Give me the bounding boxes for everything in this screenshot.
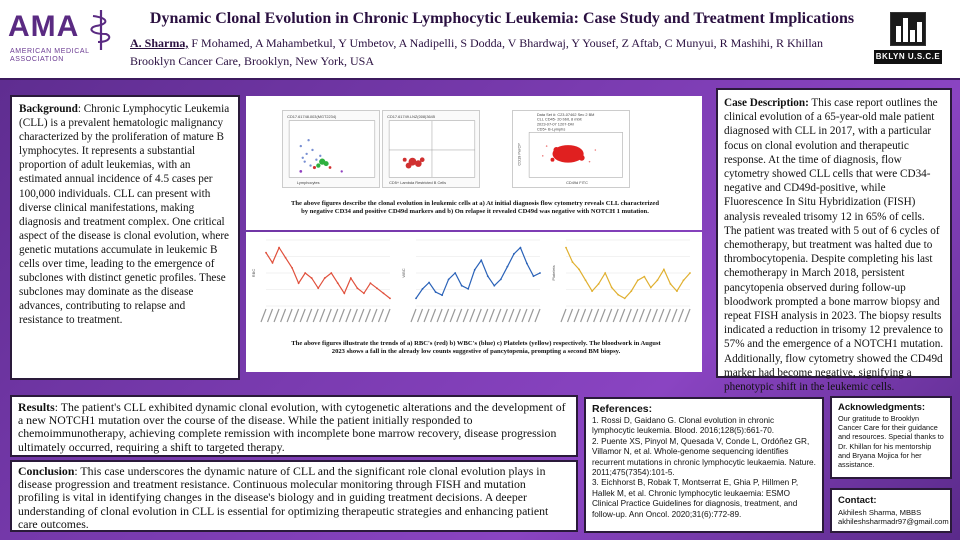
ama-logo-letters: AMA [8, 10, 80, 43]
ama-logo-subtitle: AMERICAN MEDICAL ASSOCIATION [10, 48, 90, 63]
chart-data-point [624, 297, 626, 299]
chart-data-point [272, 262, 274, 264]
chart-x-tick [581, 309, 586, 322]
chart-ylabel: Platelets [551, 265, 556, 281]
chart-data-point [585, 279, 587, 281]
chart-x-tick [574, 309, 579, 322]
references-heading: References: [592, 403, 653, 415]
chart-x-tick [509, 309, 514, 322]
chart-data-point [389, 297, 391, 299]
chart-data-point [565, 247, 567, 249]
chart-data-point [533, 275, 535, 277]
chart-data-point [324, 277, 326, 279]
chart-x-tick [528, 309, 533, 322]
chart-x-tick [515, 309, 520, 322]
flow-plot-c-ylabel: CD19 PerCP [516, 143, 522, 166]
contact-section [830, 488, 952, 533]
flow-plot-c-header-3: 2023-07-07 1207-DM [536, 121, 574, 127]
chart-data-point [493, 285, 495, 287]
chart-data-point [370, 282, 372, 284]
chart-x-tick [287, 309, 292, 322]
ama-logo [8, 8, 120, 68]
chart-data-point [454, 272, 456, 274]
chart-data-point [650, 287, 652, 289]
chart-data-point [474, 269, 476, 271]
chart-x-tick [600, 309, 605, 322]
flow-plot-b-title: CD17.61749.LNZ(008)3645 [387, 113, 435, 119]
chart-data-point [539, 272, 541, 274]
platelet-trend-chart [550, 232, 696, 336]
chart-data-point [278, 247, 280, 249]
chart-x-tick [522, 309, 527, 322]
chart-data-point [656, 279, 658, 281]
chart-data-point [578, 268, 580, 270]
chart-data-point [637, 279, 639, 281]
chart-x-tick [300, 309, 305, 322]
chart-x-tick [372, 309, 377, 322]
chart-data-point [467, 288, 469, 290]
chart-data-point [330, 272, 332, 274]
results-heading: Results [18, 400, 55, 414]
chart-ylabel: RBC [251, 268, 256, 278]
chart-x-tick [274, 309, 279, 322]
chart-data-point [604, 272, 606, 274]
background-text: : Chronic Lymphocytic Leukemia (CLL) is a prevalent hematologic malignancy characterized by the proliferation of mature B lymphocytes. It represents a substantial proportion of adult leukemias, with an estimated annual incidence of 4.5 cases per 100,000 individuals. CLL can present with diverse clinical manifestations, making diagnosis and treatment complex. One critical aspect of the disease is clonal evolution, where genetic mutations accumulate in leukemic B cells over time, leading to the emergence of subclones with distinct genetic profiles. These subclones may dominate as the disease advances, contributing to relapse and resistance to treatment. [19, 103, 230, 327]
trend-figure-caption: The above figures illustrate the trends of a) RBC's (red) b) WBC's (blue) c) Platelets (yellow) respectively. The bloodwork in August 2023 shows a fall in the already low counts suggestive of pancytopenia, prompting a second BM biopsy. [291, 340, 661, 355]
background-section [10, 95, 240, 380]
chart-data-point [630, 290, 632, 292]
chart-data-point [663, 268, 665, 270]
flow-plot-a-title: CD17.61748.003(MGT2234) [287, 113, 337, 119]
chart-x-tick [450, 309, 455, 322]
chart-data-point [428, 282, 430, 284]
chart-data-point [343, 292, 345, 294]
conclusion-heading: Conclusion [18, 464, 75, 478]
chart-x-tick [339, 309, 344, 322]
chart-data-point [670, 283, 672, 285]
flow-plot-b-xlabel: CD5+ Lambda Restricted B Cells [389, 180, 447, 186]
chart-data-point [572, 261, 574, 263]
chart-data-point [304, 272, 306, 274]
chart-data-point [383, 292, 385, 294]
chart-x-tick [418, 309, 423, 322]
skyline-icon [890, 12, 926, 46]
chart-data-point [676, 290, 678, 292]
chart-data-point [500, 278, 502, 280]
chart-x-tick [568, 309, 573, 322]
co-authors: F Mohamed, A Mahambetkul, Y Umbetov, A Nadipelli, S Dodda, V Bhardwaj, Y Yousef, Z Aftab, C Munyui, R Mashihi, R Khillan [188, 36, 823, 50]
acknowledgments-section [830, 396, 952, 479]
chart-x-tick [313, 309, 318, 322]
chart-x-tick [496, 309, 501, 322]
flow-figure-caption: The above figures describe the clonal evolution in leukemic cells at a) At initial diagnosis flow cytometry reveals CLL characterized by negative CD34 and positive CD49d markers and b) On relapse it revealed CD49d was negative with NOTCH 1 mutation. [290, 200, 660, 215]
chart-data-point [526, 263, 528, 265]
chart-x-tick [620, 309, 625, 322]
chart-data-point [448, 278, 450, 280]
author-list [130, 36, 870, 51]
chart-x-tick [587, 309, 592, 322]
flow-cytometry-plot-c [512, 110, 630, 188]
blood-count-trend-panel [246, 232, 702, 372]
flow-cytometry-plot-a [282, 110, 380, 188]
chart-x-tick [281, 309, 286, 322]
chart-x-tick [613, 309, 618, 322]
chart-data-point [643, 276, 645, 278]
chart-x-tick [561, 309, 566, 322]
chart-data-point [317, 287, 319, 289]
chart-data-point [265, 252, 267, 254]
flow-plot-a-xlabel: Lymphocytes [296, 180, 320, 186]
chart-x-tick [294, 309, 299, 322]
chart-x-tick [346, 309, 351, 322]
results-section [10, 395, 578, 457]
flow-plot-c-xlabel: CD49d FITC [566, 180, 588, 186]
chart-data-point [461, 285, 463, 287]
chart-x-tick [476, 309, 481, 322]
chart-x-tick [431, 309, 436, 322]
background-heading: Background [19, 103, 78, 115]
chart-x-tick [437, 309, 442, 322]
reference-item: 3. Eichhorst B, Robak T, Montserrat E, Ghia P, Hillmen P, Hallek M, et al. Chronic lymphocytic leukaemia: ESMO Clinical Practice Guidelines for diagnosis, treatment, and follow-up. Ann Oncol. 2020;31(6):772-89. [592, 478, 799, 519]
lead-author: A. Sharma, [130, 36, 189, 50]
chart-x-tick [685, 309, 690, 322]
chart-data-point [298, 282, 300, 284]
flow-plot-c-header-1: Data Set #: C23-07462 Sec 2 BM [536, 111, 595, 117]
chart-x-tick [639, 309, 644, 322]
conclusion-section [10, 460, 578, 532]
chart-data-point [441, 294, 443, 296]
bklyn-logo-text: BKLYN U.S.C.E [874, 50, 942, 64]
chart-data-point [337, 282, 339, 284]
chart-data-point [591, 290, 593, 292]
chart-x-tick [594, 309, 599, 322]
contact-heading: Contact: [838, 495, 877, 506]
chart-x-tick [502, 309, 507, 322]
rbc-trend-chart [250, 232, 396, 336]
chart-x-tick [268, 309, 273, 322]
staff-of-asclepius-icon [84, 8, 118, 52]
results-text: : The patient's CLL exhibited dynamic clonal evolution, with cytogenetic alterations and the development of a new NOTCH1 mutation over the course of the disease. While the patient initially responded to chemoimmunotherapy, achieving complete remission with incomplete bone marrow recovery, disease progression ultimately occurred, requiring a shift to targeted therapy. [18, 400, 566, 454]
chart-x-tick [320, 309, 325, 322]
poster-title: Dynamic Clonal Evolution in Chronic Lymphocytic Leukemia: Case Study and Treatment Implications [149, 10, 855, 27]
contact-email[interactable]: akhileshsharmadr97@gmail.com [838, 517, 949, 526]
chart-x-tick [483, 309, 488, 322]
chart-x-tick [333, 309, 338, 322]
chart-data-point [376, 287, 378, 289]
chart-x-tick [307, 309, 312, 322]
chart-x-tick [665, 309, 670, 322]
affiliation: Brooklyn Cancer Care, Brooklyn, New York, USA [130, 54, 374, 68]
chart-data-point [513, 253, 515, 255]
chart-data-point [617, 294, 619, 296]
chart-ylabel: WBC [401, 268, 406, 278]
chart-data-point [683, 279, 685, 281]
chart-x-tick [535, 309, 540, 322]
chart-x-tick [607, 309, 612, 322]
case-description-section [716, 88, 952, 394]
chart-data-point [350, 277, 352, 279]
chart-x-tick [385, 309, 390, 322]
chart-x-tick [626, 309, 631, 322]
chart-data-point [291, 267, 293, 269]
case-heading: Case Description: [724, 97, 809, 109]
chart-x-tick [424, 309, 429, 322]
chart-x-tick [633, 309, 638, 322]
chart-x-tick [365, 309, 370, 322]
chart-x-tick [652, 309, 657, 322]
chart-x-tick [678, 309, 683, 322]
chart-data-point [415, 297, 417, 299]
acknowledgments-text: Our gratitude to Brooklyn Cancer Care for their guidance and resources. Special thanks to Dr. Khillan for his mentorship and Bryana Mojica for her assistance. [838, 414, 944, 470]
chart-x-tick [378, 309, 383, 322]
acknowledgments-heading: Acknowledgments: [838, 402, 926, 413]
chart-x-tick [457, 309, 462, 322]
reference-item: 1. Rossi D, Gaidano G. Clonal evolution in chronic lymphocytic leukemia. Blood. 2016;128(5):661-70. [592, 416, 775, 436]
chart-x-tick [261, 309, 266, 322]
chart-x-tick [646, 309, 651, 322]
bklyn-usce-logo [874, 12, 942, 68]
flow-cytometry-figure-panel [246, 96, 702, 230]
reference-item: 2. Puente XS, Pinyol M, Quesada V, Conde L, Ordóñez GR, Villamor N, et al. Whole-genome sequencing identifies recurrent mutations in chronic lymphocytic leukaemia. Nature. 2011;475(7354):101-5. [592, 436, 816, 478]
chart-data-point [689, 272, 691, 274]
chart-data-point [611, 287, 613, 289]
chart-x-tick [411, 309, 416, 322]
contact-name: Akhilesh Sharma, MBBS [838, 508, 922, 517]
chart-data-point [520, 247, 522, 249]
references-section [584, 397, 824, 533]
chart-x-tick [463, 309, 468, 322]
chart-x-tick [352, 309, 357, 322]
chart-data-point [480, 259, 482, 261]
chart-data-point [435, 291, 437, 293]
chart-x-tick [326, 309, 331, 322]
chart-data-point [506, 266, 508, 268]
case-text: This case report outlines the clinical evolution of a 65-year-old male patient diagnosed with CLL in 2017, with a particular focus on clonal evolution and therapeutic response. At the time of diagnosis, flow cytometry showed CLL cells that were CD34-negative and CD49d-positive, while Fluorescence In Situ Hybridization (FISH) analysis revealed trisomy 12 in 65% of cells. The patient was treated with 5 out of 6 cycles of chemotherapy, but treatment was halted due to thrombocytopenia. Despite completing his last chemotherapy in March 2018, persistent pancytopenia observed during follow-up bloodwork prompted a bone marrow biopsy and repeat FISH analysis in 2023. The biopsy results indicated a reduction in trisomy 12 prevalence to 57% and the emergence of a NOTCH1 mutation. Additionally, flow cytometry showed the CD49d marker had become negative, signifying a phenotypic shift in the leukemic cells. [724, 97, 944, 394]
flow-cytometry-plot-b [382, 110, 480, 188]
chart-x-tick [359, 309, 364, 322]
chart-x-tick [672, 309, 677, 322]
wbc-trend-chart [400, 232, 546, 336]
chart-data-point [363, 292, 365, 294]
chart-data-point [356, 287, 358, 289]
flow-plot-c-header-4: CD5+ B-Lymphs [536, 126, 566, 132]
chart-x-tick [444, 309, 449, 322]
chart-x-tick [489, 309, 494, 322]
poster-header [0, 0, 960, 80]
conclusion-text: : This case underscores the dynamic nature of CLL and the significant role clonal evolution plays in disease progression and treatment resistance. Continuous molecular monitoring through FISH and mutation profiling is vital in identifying changes in the disease's biology and in guiding treatment decisions. A deeper understanding of clonal evolution in CLL is essential for optimizing therapeutic strategies and enhancing patient care outcomes. [18, 464, 549, 531]
chart-x-tick [659, 309, 664, 322]
chart-data-point [487, 275, 489, 277]
flow-plot-c-header-2: CLL CD45- 20 bbit, 8 mbit [536, 116, 582, 122]
chart-data-point [285, 257, 287, 259]
chart-data-point [311, 277, 313, 279]
chart-x-tick [470, 309, 475, 322]
chart-data-point [598, 283, 600, 285]
chart-data-point [422, 288, 424, 290]
